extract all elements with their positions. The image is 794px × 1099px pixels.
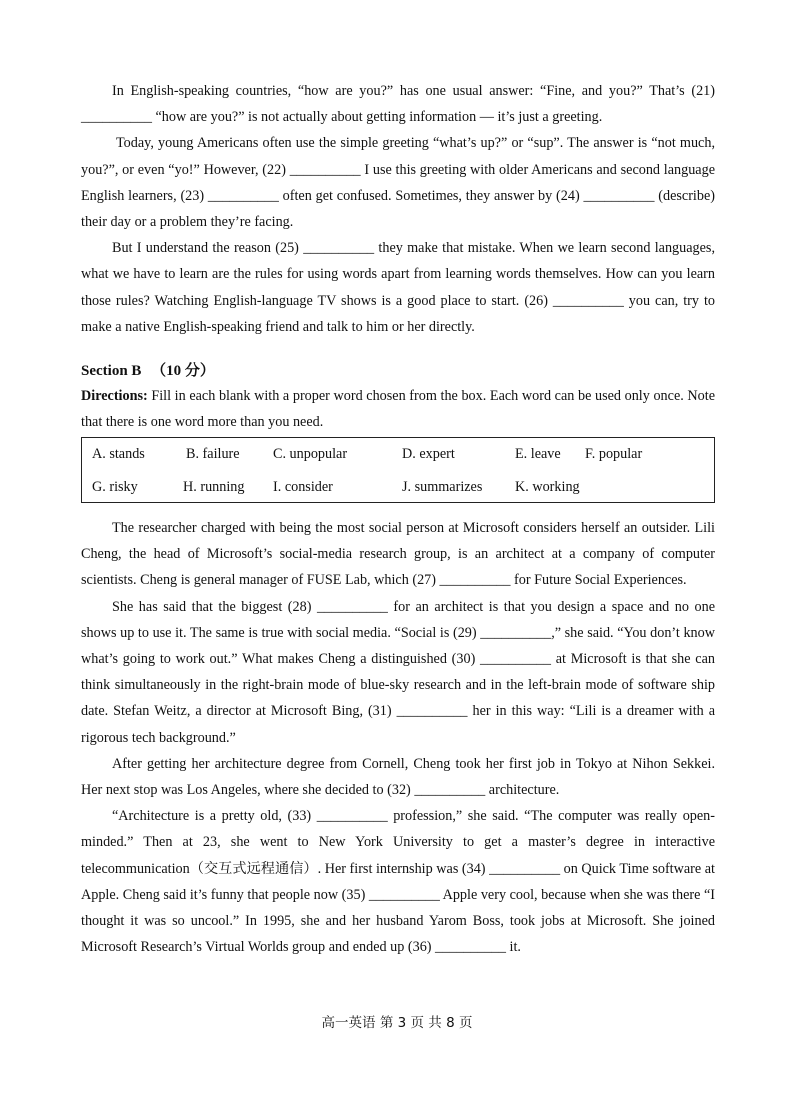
- passage1-paragraph-2: Today, young Americans often use the simple greeting “what’s up?” or “sup”. The answer is “not much, you?”, or even “yo!” However, (22) __________ I use this greeting with older Americans and second language English learners, (23) __________ often get confused. Sometimes, they answer by (24) __________ (describe) their day or a problem they’re facing.: [81, 135, 715, 231]
- word-option: I. consider: [273, 479, 333, 496]
- passage1-paragraph-3: But I understand the reason (25) __________ they make that mistake. When we learn second languages, what we have to learn are the rules for using words apart from learning words themselves. How can you learn those rules? Watching English-language TV shows is a good place to start. (26) __________ you can, try to make a native English-speaking friend and talk to him or her directly.: [81, 240, 715, 335]
- passage1-paragraph-1: In English-speaking countries, “how are you?” has one usual answer: “Fine, and you?” That’s (21) __________ “how are you?” is not actually about getting information — it’s just a greeting.: [81, 83, 715, 126]
- word-option: F. popular: [585, 446, 643, 463]
- passage2-paragraph-2: She has said that the biggest (28) __________ for an architect is that you design a space and no one shows up to use it. The same is true with social media. “Social is (29) __________,” she said. “You don’t know what’s going to work out.” What makes Cheng a distinguished (30) __________ at Microsoft is that she can think simultaneously in the right-brain mode of blue-sky research and in the left-brain mode of software ship date. Stefan Weitz, a director at Microsoft Bing, (31) __________ her in this way: “Lili is a dreamer with a rigorous tech background.”: [81, 598, 715, 746]
- word-option: A. stands: [92, 446, 145, 463]
- passage2-paragraph-3: After getting her architecture degree from Cornell, Cheng took her first job in Tokyo at Nihon Sekkei. Her next stop was Los Angeles, where she decided to (32) __________ architecture.: [81, 755, 715, 799]
- section-b-title: Section B: [81, 363, 142, 380]
- word-bank-box: [81, 437, 715, 503]
- section-b-score: （10 分）: [151, 363, 215, 380]
- directions-text: Fill in each blank with a proper word chosen from the box. Each word can be used only once. Note that there is one word more than you need.: [81, 388, 715, 430]
- passage2-paragraph-4: “Architecture is a pretty old, (33) __________ profession,” she said. “The computer was really open-minded.” Then at 23, she went to New York University to get a master’s degree in interactive telecommunication（交互式远程通信）. Her first internship was (34) __________ on Quick Time software at Apple. Cheng said it’s funny that people now (35) __________ Apple very cool, because when she was there “I thought it was so uncool.” In 1995, she and her husband Yarom Boss, took jobs at Microsoft. She joined Microsoft Research’s Virtual Worlds group and ended up (36) __________ it.: [81, 808, 715, 956]
- word-option: E. leave: [515, 446, 561, 463]
- word-option: K. working: [515, 479, 580, 496]
- section-b-directions: [81, 384, 715, 435]
- page-footer: 高一英语 第 3 页 共 8 页: [321, 1015, 473, 1031]
- section-b-heading: [81, 358, 715, 384]
- word-option: C. unpopular: [273, 446, 348, 463]
- exam-page: [81, 78, 715, 960]
- word-option: H. running: [183, 479, 245, 496]
- passage2-paragraph-1: The researcher charged with being the most social person at Microsoft considers herself an outsider. Lili Cheng, the head of Microsoft’s social-media research group, is an architect at a company of computer scientists. Cheng is general manager of FUSE Lab, which (27) __________ for Future Social Experiences.: [81, 520, 715, 589]
- directions-label: Directions:: [81, 388, 148, 405]
- word-option: B. failure: [186, 446, 240, 463]
- word-option: J. summarizes: [402, 479, 483, 496]
- word-option: D. expert: [402, 446, 455, 463]
- word-option: G. risky: [92, 479, 138, 496]
